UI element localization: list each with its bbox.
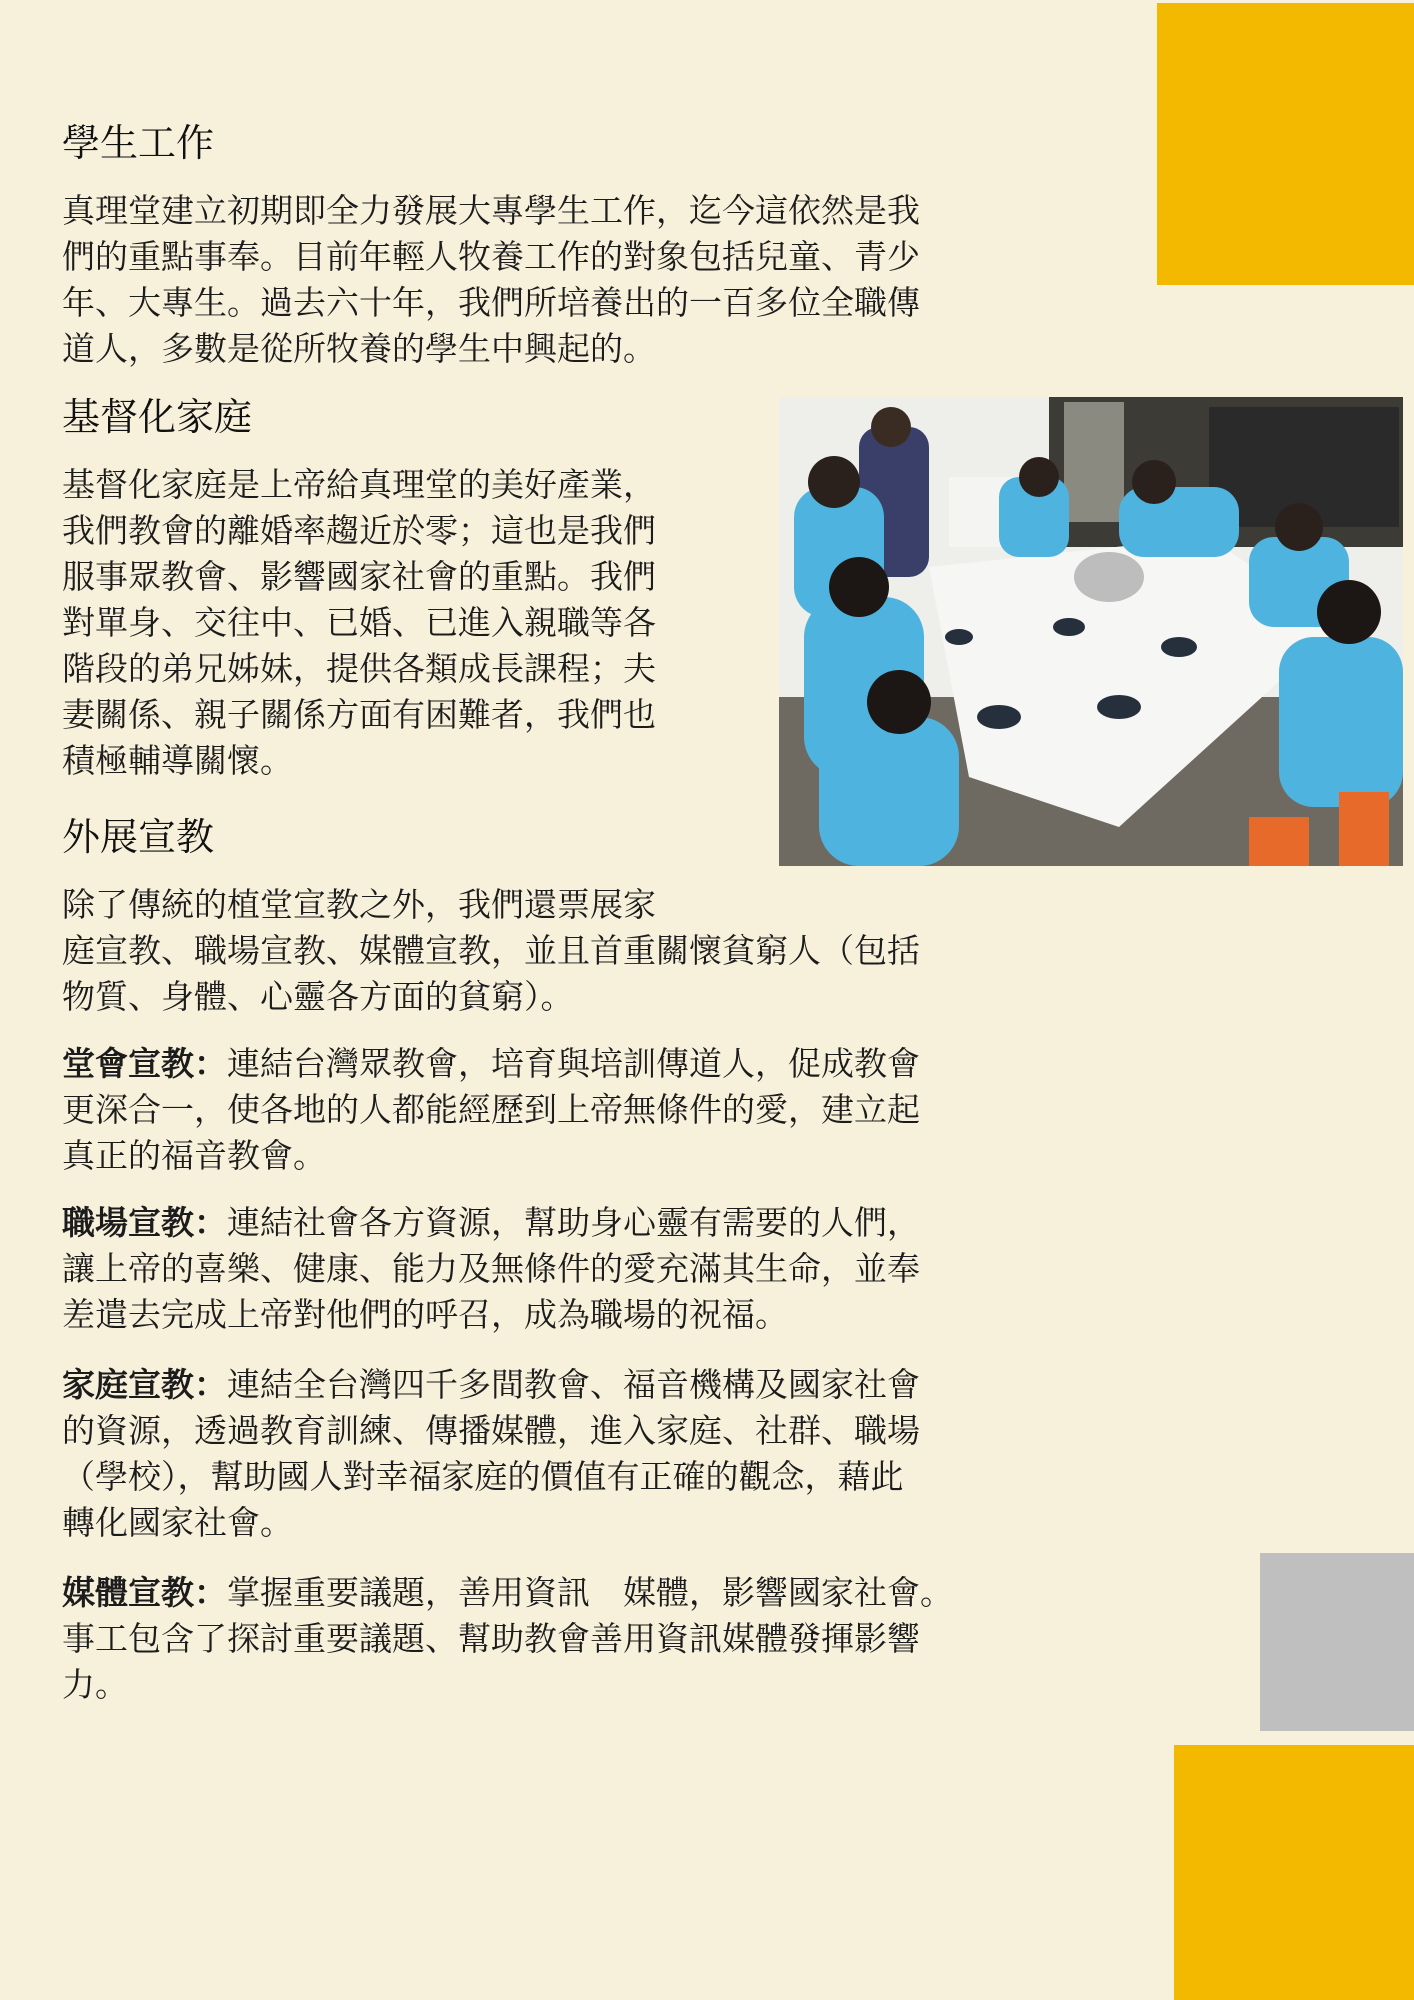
- heading-christian-family: 基督化家庭: [62, 395, 253, 439]
- text-line: 妻關係、親子關係方面有困難者，我們也: [62, 695, 656, 734]
- text-line: 除了傳統的植堂宣教之外，我們還票展家: [62, 885, 656, 924]
- text-line: 差遣去完成上帝對他們的呼召，成為職場的祝福。: [62, 1295, 788, 1334]
- text-line: 階段的弟兄姊妹，提供各類成長課程；夫: [62, 649, 656, 688]
- text-line: 基督化家庭是上帝給真理堂的美好產業，: [62, 465, 656, 504]
- text-line: 連結全台灣四千多間教會、福音機構及國家社會: [227, 1365, 920, 1404]
- text-line: 我們教會的離婚率趨近於零；這也是我們: [62, 511, 656, 550]
- term-workplace-missions: 職場宣教：: [62, 1203, 227, 1242]
- paragraph-family-missions: [62, 1362, 920, 1546]
- paragraph-student-work: [62, 188, 920, 372]
- paragraph-church-missions: [62, 1041, 920, 1179]
- term-church-missions: 堂會宣教：: [62, 1044, 227, 1083]
- text-line: 年、大專生。過去六十年，我們所培養出的一百多位全職傳: [62, 283, 920, 322]
- text-line: 的資源，透過教育訓練、傳播媒體，進入家庭、社群、職場: [62, 1411, 920, 1450]
- text-line: （學校），幫助國人對幸福家庭的價值有正確的觀念，藉此: [62, 1457, 904, 1496]
- text-line: 掌握重要議題，善用資訊 媒體，影響國家社會。: [227, 1573, 953, 1612]
- term-media-missions: 媒體宣教：: [62, 1573, 227, 1612]
- text-line: 更深合一，使各地的人都能經歷到上帝無條件的愛，建立起: [62, 1090, 920, 1129]
- text-line: 讓上帝的喜樂、健康、能力及無條件的愛充滿其生命，並奉: [62, 1249, 920, 1288]
- text-line: 道人，多數是從所牧養的學生中興起的。: [62, 329, 656, 368]
- decor-block-gray: [1260, 1553, 1414, 1731]
- text-line: 連結社會各方資源，幫助身心靈有需要的人們，: [227, 1203, 920, 1242]
- photo-illustration: [779, 397, 1403, 866]
- paragraph-workplace-missions: [62, 1200, 920, 1338]
- text-line: 轉化國家社會。: [62, 1503, 293, 1542]
- decor-block-yellow-bottom: [1174, 1745, 1414, 2000]
- term-family-missions: 家庭宣教：: [62, 1365, 227, 1404]
- photo-students-dining: [779, 397, 1403, 866]
- text-line: 力。: [62, 1665, 128, 1704]
- paragraph-christian-family: [62, 462, 656, 784]
- text-line: 連結台灣眾教會，培育與培訓傳道人，促成教會: [227, 1044, 920, 1083]
- paragraph-media-missions: [62, 1570, 953, 1708]
- text-line: 真正的福音教會。: [62, 1136, 326, 1175]
- text-line: 庭宣教、職場宣教、媒體宣教，並且首重關懷貧窮人（包括: [62, 931, 920, 970]
- text-line: 真理堂建立初期即全力發展大專學生工作，迄今這依然是我: [62, 191, 920, 230]
- text-line: 服事眾教會、影響國家社會的重點。我們: [62, 557, 656, 596]
- text-line: 積極輔導關懷。: [62, 741, 293, 780]
- heading-outreach-missions: 外展宣教: [62, 815, 215, 859]
- decor-block-yellow-top: [1157, 3, 1414, 285]
- paragraph-outreach-missions: [62, 882, 920, 1020]
- text-line: 們的重點事奉。目前年輕人牧養工作的對象包括兒童、青少: [62, 237, 920, 276]
- text-line: 事工包含了探討重要議題、幫助教會善用資訊媒體發揮影響: [62, 1619, 920, 1658]
- text-line: 對單身、交往中、已婚、已進入親職等各: [62, 603, 656, 642]
- text-line: 物質、身體、心靈各方面的貧窮）。: [62, 977, 574, 1016]
- heading-student-work: 學生工作: [62, 121, 215, 165]
